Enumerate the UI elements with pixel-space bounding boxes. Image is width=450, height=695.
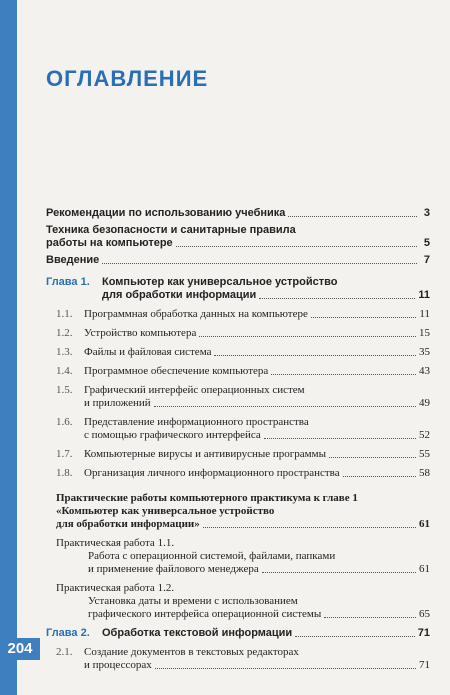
toc-section[interactable] <box>56 384 430 410</box>
toc-section[interactable] <box>56 346 430 359</box>
practicum-title-cont: «Компьютер как универсальное устройство <box>56 505 275 517</box>
toc-section[interactable] <box>56 448 430 461</box>
section-page: 58 <box>419 467 430 479</box>
section-title: Программная обработка данных на компьютере <box>84 308 308 320</box>
leader-dots <box>154 406 416 407</box>
leader-dots <box>329 457 416 458</box>
leader-dots <box>264 438 416 439</box>
chapter-2-sections <box>46 646 430 672</box>
section-page: 71 <box>419 659 430 671</box>
toc-entry[interactable] <box>46 224 430 250</box>
leader-dots <box>311 317 417 318</box>
sidebar-accent-bar <box>0 0 17 695</box>
toc-intro <box>46 207 430 267</box>
section-title: Программное обеспечение компьютера <box>84 365 269 377</box>
section-title-cont: и процессорах <box>84 659 152 671</box>
section-title: Устройство компьютера <box>84 327 197 339</box>
leader-dots <box>343 476 416 477</box>
chapter-page: 71 <box>417 627 430 639</box>
toc-entry-page: 7 <box>423 254 430 266</box>
toc-entry-page: 5 <box>423 237 430 249</box>
section-number: 1.3. <box>56 346 73 358</box>
chapter-title: Обработка текстовой информации <box>102 627 293 639</box>
chapter-label: Глава 1. <box>46 276 90 288</box>
chapter-1-sections <box>46 308 430 480</box>
toc-entry-page: 3 <box>423 207 430 219</box>
section-title: Создание документов в текстовых редакторах <box>84 646 299 658</box>
section-title: Компьютерные вирусы и антивирусные программы <box>84 448 326 460</box>
toc-chapter-1[interactable] <box>46 276 430 302</box>
toc-section[interactable] <box>56 646 430 672</box>
section-page: 35 <box>419 346 430 358</box>
toc-section[interactable] <box>56 308 430 321</box>
section-page: 11 <box>419 308 430 320</box>
section-title: Представление информационного пространства <box>84 416 309 428</box>
section-title-cont: с помощью графического интерфейса <box>84 429 261 441</box>
section-number: 1.4. <box>56 365 73 377</box>
toc-practical-work[interactable] <box>46 537 430 576</box>
section-title: Организация личного информационного пространства <box>84 467 340 479</box>
section-page: 55 <box>419 448 430 460</box>
section-page: 15 <box>419 327 430 339</box>
page-number: 204 <box>0 638 40 660</box>
leader-dots <box>295 636 415 637</box>
leader-dots <box>288 216 417 217</box>
leader-dots <box>102 263 417 264</box>
practical-work-title-cont: и применение файлового менеджера <box>88 563 259 575</box>
toc-entry[interactable] <box>46 207 430 220</box>
leader-dots <box>324 617 416 618</box>
toc-entry-title: Рекомендации по использованию учебника <box>46 207 286 219</box>
section-number: 1.1. <box>56 308 73 320</box>
leader-dots <box>176 246 417 247</box>
section-page: 52 <box>419 429 430 441</box>
leader-dots <box>155 668 416 669</box>
practical-work-title-cont: графического интерфейса операционной системы <box>88 608 322 620</box>
page-title: ОГЛАВЛЕНИЕ <box>46 66 209 91</box>
section-number: 2.1. <box>56 646 73 658</box>
practical-work-page: 65 <box>419 608 430 620</box>
section-page: 49 <box>419 397 430 409</box>
toc-practical-work[interactable] <box>46 582 430 621</box>
practicum-page: 61 <box>419 518 430 530</box>
practicum-title-cont: для обработки информации» <box>56 518 200 530</box>
practical-work-label: Практическая работа 1.1. <box>56 537 175 549</box>
practical-work-label: Практическая работа 1.2. <box>56 582 175 594</box>
section-page: 43 <box>419 365 430 377</box>
toc-section[interactable] <box>56 416 430 442</box>
leader-dots <box>271 374 416 375</box>
leader-dots <box>259 298 415 299</box>
leader-dots <box>214 355 416 356</box>
section-number: 1.6. <box>56 416 73 428</box>
practical-work-title: Установка даты и времени с использованием <box>88 595 298 607</box>
toc-entry-title: Техника безопасности и санитарные правила <box>46 224 296 236</box>
toc-entry[interactable] <box>46 254 430 267</box>
section-number: 1.7. <box>56 448 73 460</box>
practicum-title: Практические работы компьютерного практикума к главе 1 <box>56 492 358 504</box>
toc-section[interactable] <box>56 327 430 340</box>
practical-work-page: 61 <box>419 563 430 575</box>
toc-chapter-2[interactable] <box>46 627 430 640</box>
table-of-contents <box>46 207 430 672</box>
section-number: 1.5. <box>56 384 73 396</box>
section-title: Файлы и файловая система <box>84 346 212 358</box>
leader-dots <box>203 527 416 528</box>
leader-dots <box>199 336 416 337</box>
section-title: Графический интерфейс операционных систем <box>84 384 305 396</box>
chapter-label: Глава 2. <box>46 627 90 639</box>
section-number: 1.8. <box>56 467 73 479</box>
section-number: 1.2. <box>56 327 73 339</box>
chapter-page: 11 <box>418 289 430 301</box>
chapter-title: Компьютер как универсальное устройство <box>102 276 338 288</box>
toc-section[interactable] <box>56 365 430 378</box>
section-title-cont: и приложений <box>84 397 151 409</box>
toc-practicum[interactable] <box>46 492 430 531</box>
practical-work-title: Работа с операционной системой, файлами, папками <box>88 550 336 562</box>
leader-dots <box>262 572 416 573</box>
chapter-title-cont: для обработки информации <box>102 289 257 301</box>
toc-entry-title-cont: работы на компьютере <box>46 237 173 249</box>
toc-section[interactable] <box>56 467 430 480</box>
toc-entry-title: Введение <box>46 254 100 266</box>
